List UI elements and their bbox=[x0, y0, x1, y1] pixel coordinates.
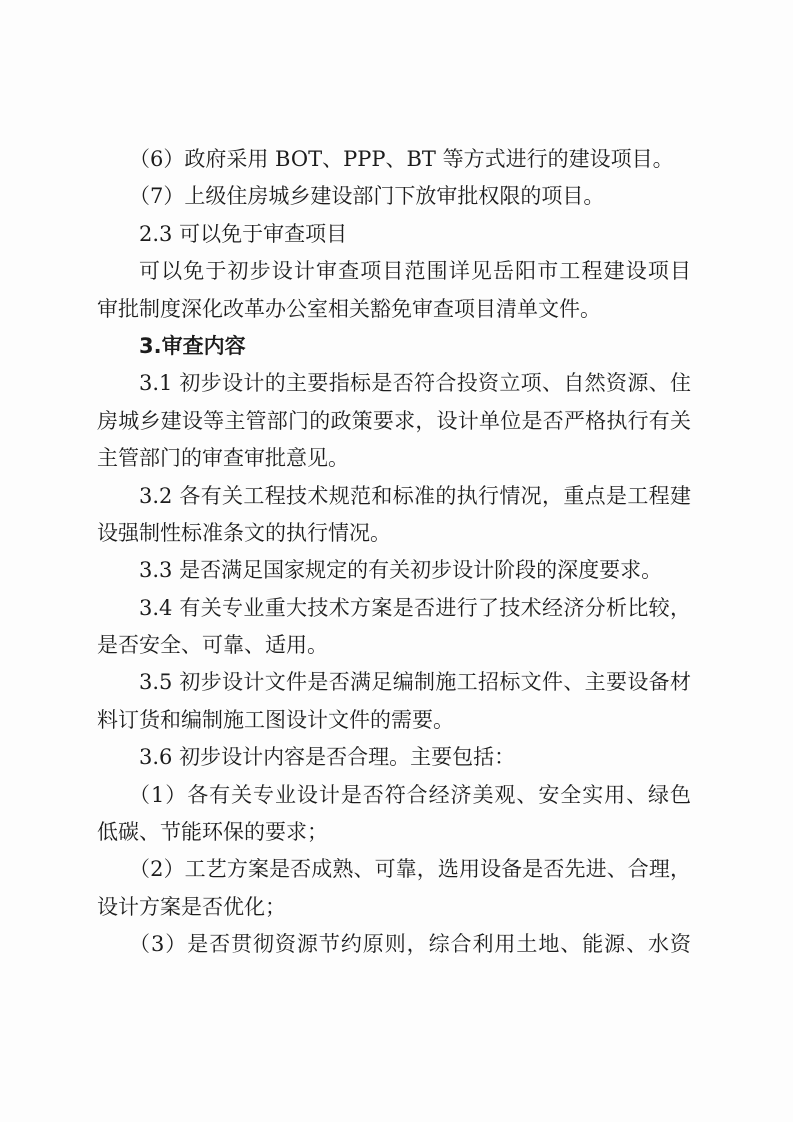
sub-item-1-line: （1）各有关专业设计是否符合经济美观、安全实用、绿色 bbox=[129, 782, 691, 807]
sub-item-3-line: （3）是否贯彻资源节约原则，综合利用土地、能源、水资 bbox=[129, 932, 691, 957]
sub-item-1-line: 低碳、节能环保的要求； bbox=[97, 820, 328, 845]
section-2-3-line: 审批制度深化改革办公室相关豁免审查项目清单文件。 bbox=[97, 296, 601, 321]
item-3-6-line: 3.6 初步设计内容是否合理。主要包括： bbox=[139, 745, 516, 770]
sub-item-2-line: 设计方案是否优化； bbox=[97, 894, 286, 919]
item-3-5-line: 料订货和编制施工图设计文件的需要。 bbox=[97, 707, 454, 732]
item-3-4-line: 是否安全、可靠、适用。 bbox=[97, 633, 328, 658]
item-3-1-line: 主管部门的审查审批意见。 bbox=[97, 446, 349, 471]
section-3-heading: 3.审查内容 bbox=[139, 333, 246, 358]
section-2-3-line: 可以免于初步设计审查项目范围详见岳阳市工程建设项目 bbox=[139, 259, 691, 284]
item-3-3-line: 3.3 是否满足国家规定的有关初步设计阶段的深度要求。 bbox=[139, 558, 663, 583]
item-3-2-line: 设强制性标准条文的执行情况。 bbox=[97, 520, 391, 545]
item-3-1-line: 房城乡建设等主管部门的政策要求，设计单位是否严格执行有关 bbox=[97, 408, 691, 433]
item-3-1-line: 3.1 初步设计的主要指标是否符合投资立项、自然资源、住 bbox=[139, 371, 691, 396]
list-item-7: （7）上级住房城乡建设部门下放审批权限的项目。 bbox=[129, 184, 605, 209]
sub-item-2-line: （2）工艺方案是否成熟、可靠，选用设备是否先进、合理， bbox=[129, 857, 691, 882]
item-3-4-line: 3.4 有关专业重大技术方案是否进行了技术经济分析比较， bbox=[139, 595, 691, 620]
document-body bbox=[97, 141, 691, 964]
item-3-2-line: 3.2 各有关工程技术规范和标准的执行情况，重点是工程建 bbox=[139, 483, 691, 508]
item-3-5-line: 3.5 初步设计文件是否满足编制施工招标文件、主要设备材 bbox=[139, 670, 691, 695]
list-item-6: （6）政府采用 BOT、PPP、BT 等方式进行的建设项目。 bbox=[129, 147, 674, 171]
section-2-3-heading: 2.3 可以免于审查项目 bbox=[139, 221, 348, 246]
